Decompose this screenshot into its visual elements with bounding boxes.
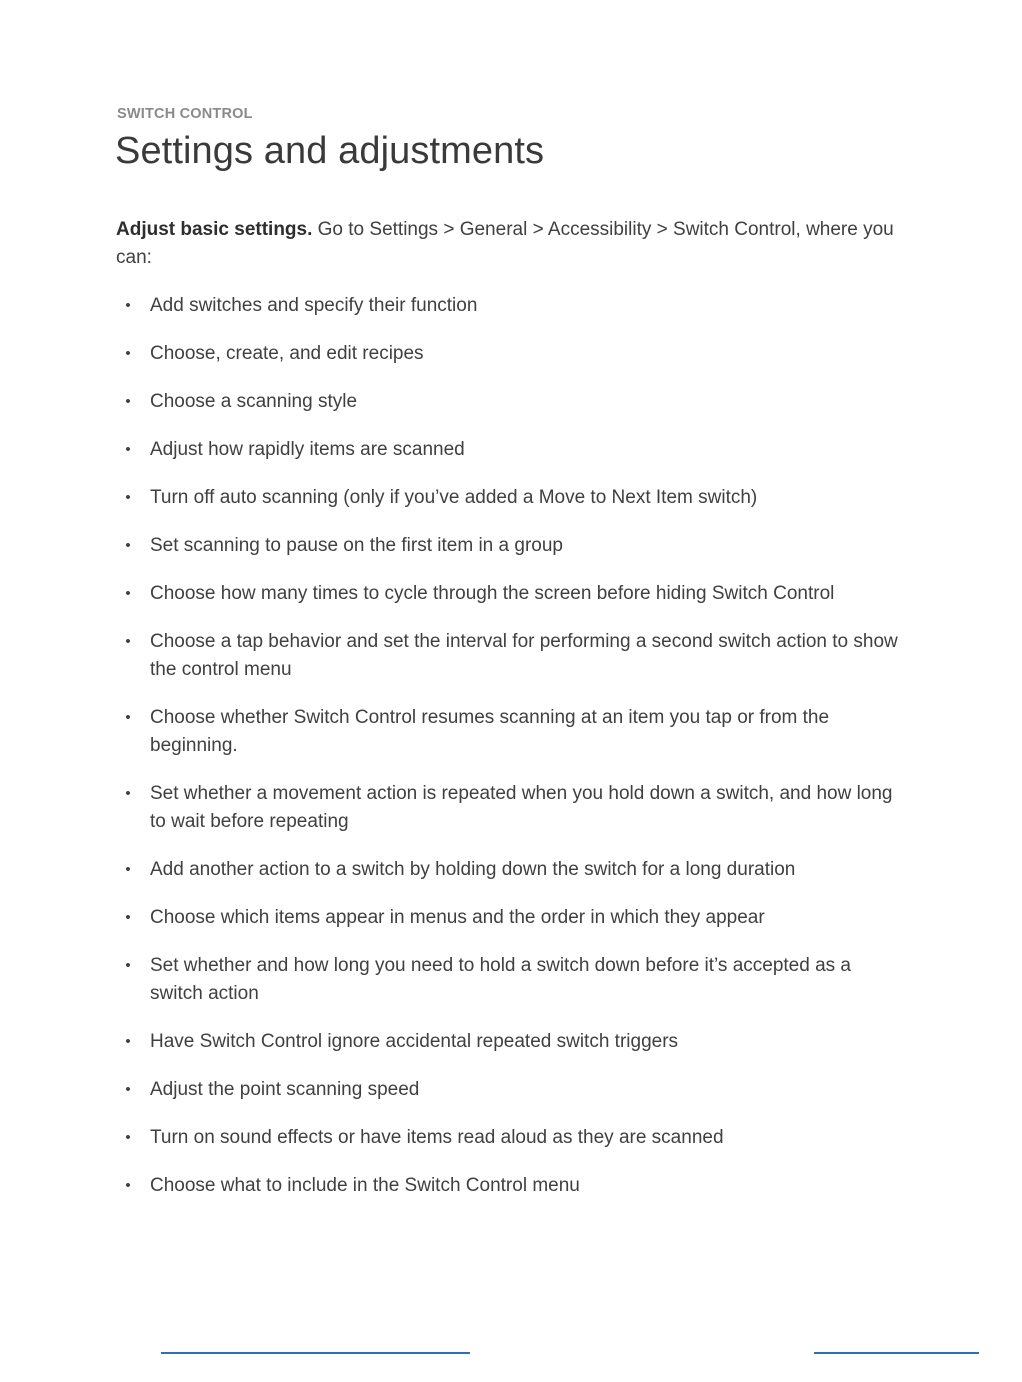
list-item-text: Choose a scanning style bbox=[150, 391, 358, 412]
list-item bbox=[116, 1028, 906, 1056]
list-item bbox=[116, 628, 906, 684]
list-item bbox=[116, 1076, 906, 1104]
list-item-text: Choose whether Switch Control resumes scanning at an item you tap or from the beginning. bbox=[150, 707, 830, 756]
bullet-icon: • bbox=[125, 957, 131, 974]
bullet-icon: • bbox=[125, 1033, 131, 1050]
bullet-icon: • bbox=[125, 709, 131, 726]
list-item bbox=[116, 780, 906, 836]
bullet-icon: • bbox=[125, 1081, 131, 1098]
list-item-text: Adjust the point scanning speed bbox=[150, 1079, 420, 1100]
list-item-text: Set whether a movement action is repeated when you hold down a switch, and how long to wait before repeating bbox=[150, 783, 893, 832]
list-item-text: Choose, create, and edit recipes bbox=[150, 343, 424, 364]
list-item bbox=[116, 292, 906, 320]
bullet-icon: • bbox=[125, 1129, 131, 1146]
list-item bbox=[116, 580, 906, 608]
bullet-icon: • bbox=[125, 861, 131, 878]
intro-lead: Adjust basic settings. bbox=[116, 219, 313, 240]
list-item bbox=[116, 436, 906, 464]
footer-link-underline-left[interactable] bbox=[161, 1352, 470, 1354]
list-item bbox=[116, 1124, 906, 1152]
list-item-text: Adjust how rapidly items are scanned bbox=[150, 439, 465, 460]
bullet-icon: • bbox=[125, 345, 131, 362]
intro-text: Go to Settings > General > Accessibility > Switch Control, where you can: bbox=[116, 219, 894, 268]
list-item-text: Choose what to include in the Switch Control menu bbox=[150, 1175, 580, 1196]
list-item bbox=[116, 532, 906, 560]
intro-paragraph bbox=[116, 216, 916, 272]
list-item-text: Turn off auto scanning (only if you’ve added a Move to Next Item switch) bbox=[150, 487, 758, 508]
list-item-text: Add switches and specify their function bbox=[150, 295, 478, 316]
list-item bbox=[116, 484, 906, 512]
bullet-icon: • bbox=[125, 297, 131, 314]
list-item bbox=[116, 904, 906, 932]
list-item-text: Turn on sound effects or have items read aloud as they are scanned bbox=[150, 1127, 724, 1148]
list-item-text: Have Switch Control ignore accidental repeated switch triggers bbox=[150, 1031, 679, 1052]
list-item-text: Set whether and how long you need to hold a switch down before it’s accepted as a switch action bbox=[150, 955, 851, 1004]
list-item-text: Add another action to a switch by holding down the switch for a long duration bbox=[150, 859, 796, 880]
list-item-text: Set scanning to pause on the first item in a group bbox=[150, 535, 563, 556]
page-title: Settings and adjustments bbox=[115, 130, 545, 172]
bullet-icon: • bbox=[125, 585, 131, 602]
list-item bbox=[116, 1172, 906, 1200]
list-item-text: Choose a tap behavior and set the interval for performing a second switch action to show the control menu bbox=[150, 631, 898, 680]
bullet-icon: • bbox=[125, 489, 131, 506]
list-item bbox=[116, 856, 906, 884]
list-item-text: Choose which items appear in menus and the order in which they appear bbox=[150, 907, 765, 928]
bullet-icon: • bbox=[125, 537, 131, 554]
bullet-icon: • bbox=[125, 1177, 131, 1194]
bullet-icon: • bbox=[125, 441, 131, 458]
bullet-icon: • bbox=[125, 393, 131, 410]
list-item-text: Choose how many times to cycle through the screen before hiding Switch Control bbox=[150, 583, 835, 604]
list-item bbox=[116, 340, 906, 368]
bullet-icon: • bbox=[125, 909, 131, 926]
bullet-icon: • bbox=[125, 633, 131, 650]
settings-list bbox=[116, 292, 906, 1220]
bullet-icon: • bbox=[125, 785, 131, 802]
list-item bbox=[116, 704, 906, 760]
list-item bbox=[116, 388, 906, 416]
section-label: SWITCH CONTROL bbox=[117, 106, 253, 122]
list-item bbox=[116, 952, 906, 1008]
footer-link-underline-right[interactable] bbox=[814, 1352, 979, 1354]
